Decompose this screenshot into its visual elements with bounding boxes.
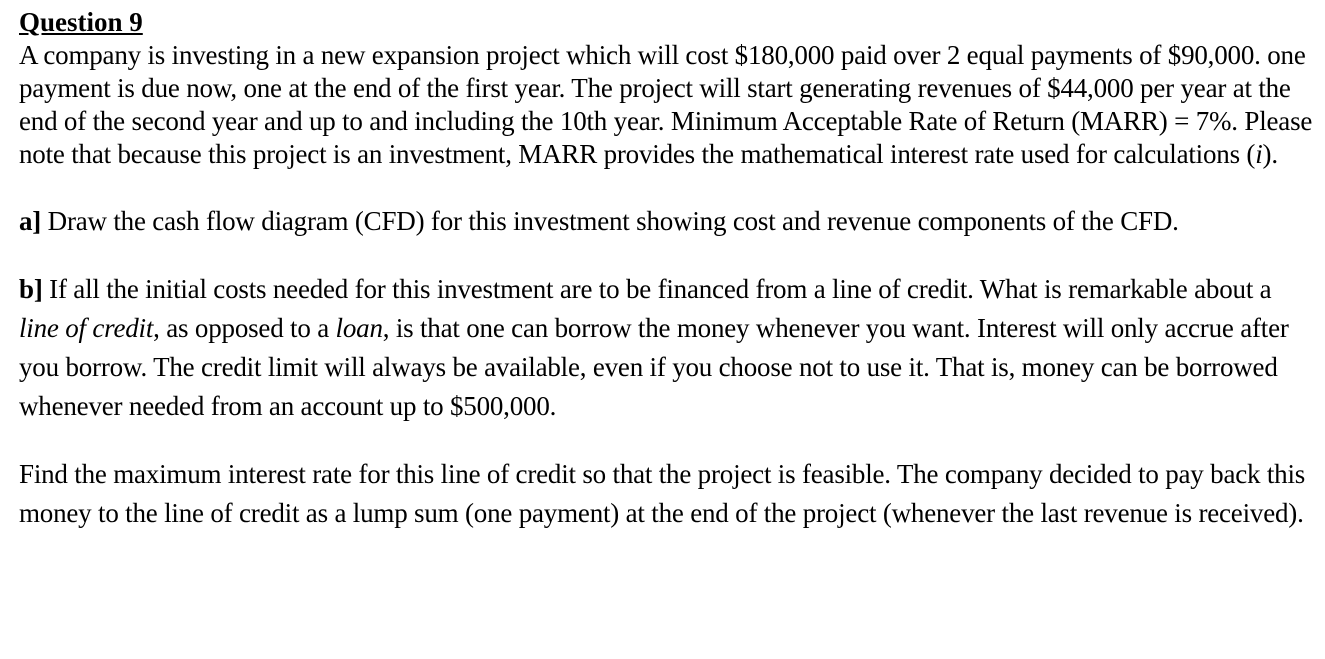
final-question: Find the maximum interest rate for this line of credit so that the project is feasible. The company decided to pay back this money to the line of credit as a lump sum (one payment) at the end of the project (whenever the last revenue is received). <box>19 459 1306 528</box>
part-b-text-1: If all the initial costs needed for this investment are to be financed from a line of credit. What is remarkable about a <box>42 274 1272 304</box>
part-a-text: Draw the cash flow diagram (CFD) for this investment showing cost and revenue components of the CFD. <box>41 206 1179 236</box>
part-b-italic-line-of-credit: line of credit <box>19 313 154 343</box>
part-b-italic-loan: loan <box>335 313 383 343</box>
part-b-label: b] <box>19 274 43 304</box>
part-b-text-2: , as opposed to a <box>153 313 336 343</box>
intro-text-1: A company is investing in a new expansion project which will cost $180,000 paid over 2 equal payments of $90,000. one payment is due now, one at the end of the first year. The project will start generating revenues of $44,000 per year at the end of the second year and up to and including the 10th year. Minimum Acceptable Rate of Return (MARR) = 7%. Please note that because this project is an investment, MARR provides the mathematical interest rate used for calculations ( <box>19 40 1313 169</box>
intro-italic-i: i <box>1255 139 1263 169</box>
part-b <box>19 270 1314 426</box>
question-title: Question 9 <box>19 7 143 37</box>
question-page <box>19 6 1314 533</box>
part-a <box>19 205 1314 238</box>
part-b-text-3: , is that one can borrow the money whenever you want. Interest will only accrue after you borrow. The credit limit will always be available, even if you choose not to use it. That is, money can be borrowed whenever needed from an account up to $500,000. <box>19 313 1289 421</box>
question-intro <box>19 39 1314 171</box>
intro-text-2: ). <box>1262 139 1278 169</box>
part-a-label: a] <box>19 206 42 236</box>
